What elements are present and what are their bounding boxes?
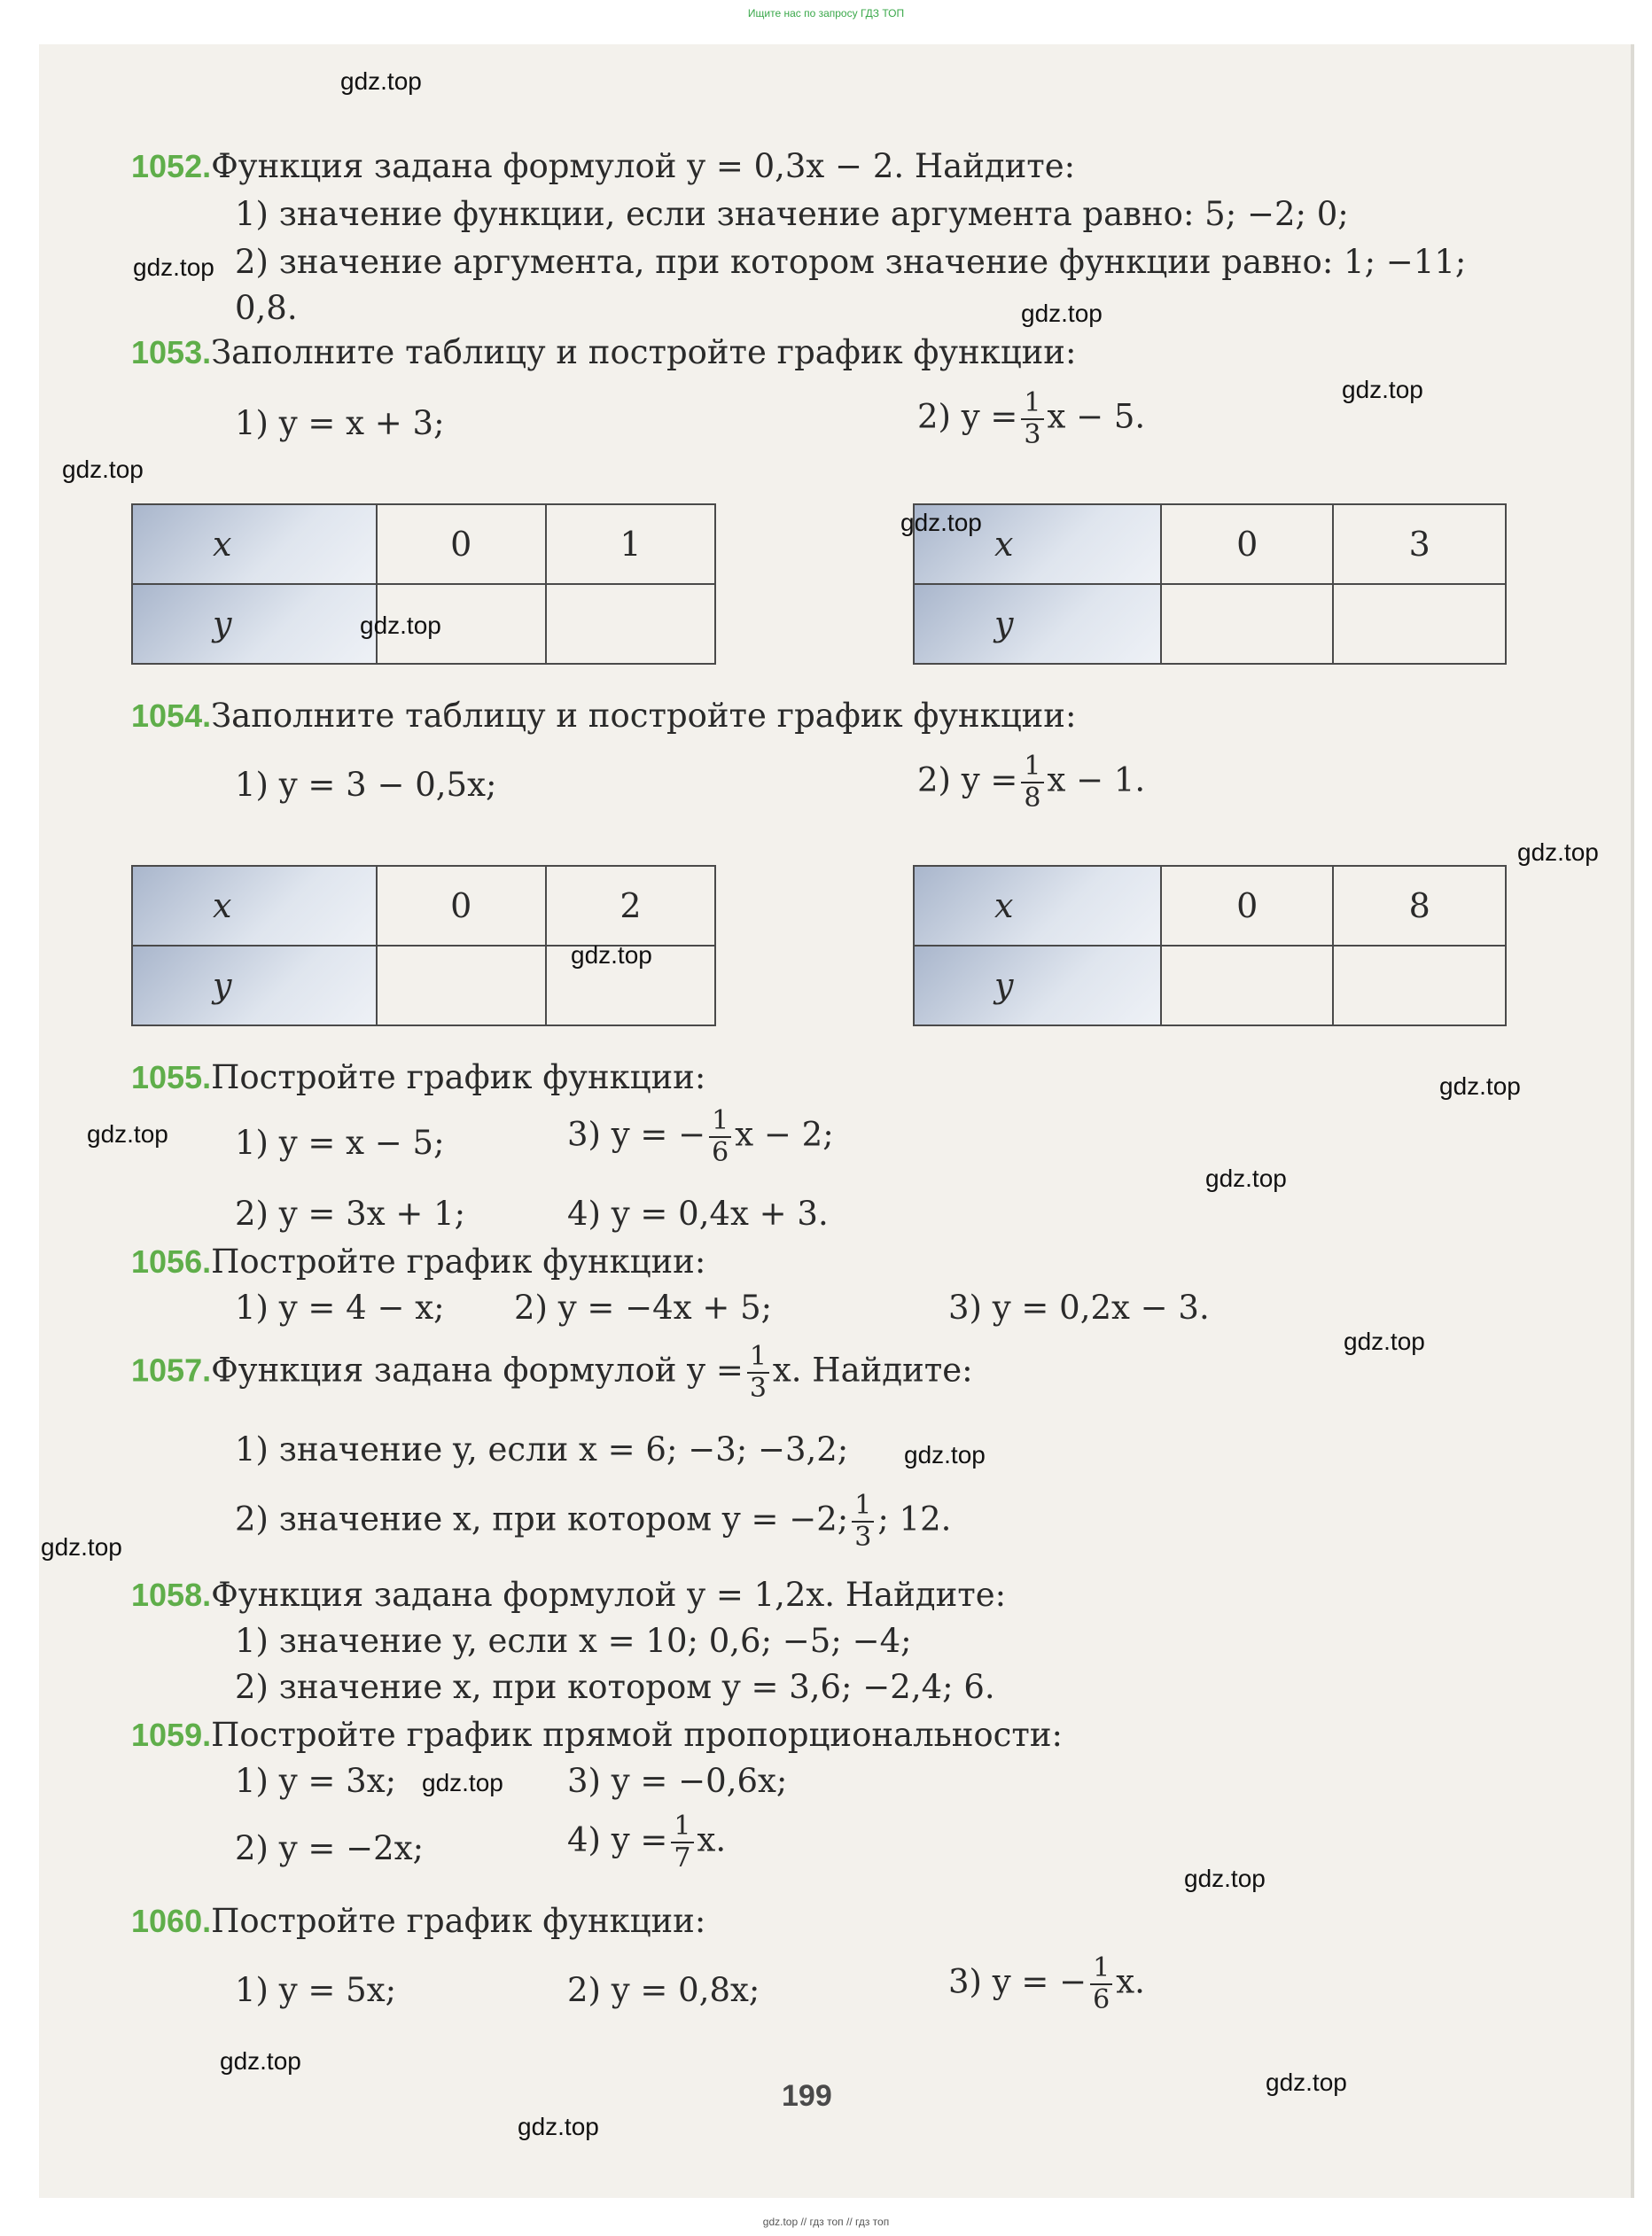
value-table-1053-1 bbox=[131, 503, 716, 665]
problem-1052-title: 1052.Функция задана формулой y = 0,3x − 2. Найдите: bbox=[131, 147, 1076, 185]
table-header-y: y bbox=[132, 946, 377, 1025]
problem-1059-item-3: 3) y = −0,6x; bbox=[567, 1762, 788, 1800]
problem-1060-item-1: 1) y = 5x; bbox=[235, 1971, 397, 2009]
problem-1055-item-4: 4) y = 0,4x + 3. bbox=[567, 1195, 829, 1233]
watermark: gdz.top bbox=[422, 1769, 503, 1796]
problem-number: 1060. bbox=[131, 1903, 212, 1939]
table-cell[interactable] bbox=[546, 584, 715, 664]
table-cell[interactable] bbox=[1161, 946, 1334, 1025]
table-cell[interactable] bbox=[1333, 584, 1506, 664]
problem-number: 1056. bbox=[131, 1243, 212, 1280]
problem-1053-formula-2: 2) y = $\frac{1}{3}$ x − 5. bbox=[917, 387, 1146, 450]
watermark: gdz.top bbox=[133, 253, 214, 281]
table-cell[interactable]: 8 bbox=[1333, 866, 1506, 946]
problem-1053-title: 1053.Заполните таблицу и постройте график функции: bbox=[131, 333, 1077, 371]
problem-1055-item-2: 2) y = 3x + 1; bbox=[235, 1195, 466, 1233]
fraction: $\frac{1}{3}$ bbox=[747, 1344, 769, 1402]
table-cell[interactable] bbox=[377, 946, 546, 1025]
problem-number: 1054. bbox=[131, 697, 212, 734]
problem-1053-formula-1: 1) y = x + 3; bbox=[235, 404, 445, 442]
watermark: gdz.top bbox=[900, 509, 982, 536]
header-banner[interactable]: Ищите нас по запросу ГДЗ ТОП bbox=[747, 7, 905, 19]
problem-1054-formula-2: 2) y = $\frac{1}{8}$ x − 1. bbox=[917, 751, 1146, 814]
watermark: gdz.top bbox=[62, 456, 144, 483]
problem-number: 1052. bbox=[131, 148, 212, 184]
table-header-y: y bbox=[132, 584, 377, 664]
watermark: gdz.top bbox=[1344, 1328, 1425, 1355]
problem-number: 1053. bbox=[131, 334, 212, 370]
fraction: $\frac{1}{8}$ bbox=[1021, 753, 1043, 812]
table-header-x: x bbox=[132, 866, 377, 946]
watermark: gdz.top bbox=[1205, 1165, 1287, 1192]
problem-number: 1059. bbox=[131, 1717, 212, 1753]
problem-1060-item-3: 3) y = − $\frac{1}{6}$ x. bbox=[948, 1952, 1145, 2015]
problem-1052-item-2: 2) значение аргумента, при котором значение функции равно: 1; −11; bbox=[235, 243, 1467, 281]
problem-1059-item-4: 4) y = $\frac{1}{7}$ x. bbox=[567, 1811, 727, 1874]
value-table-1053-2 bbox=[913, 503, 1507, 665]
problem-1058-title: 1058.Функция задана формулой y = 1,2x. Найдите: bbox=[131, 1576, 1007, 1614]
page-number: 199 bbox=[782, 2079, 832, 2113]
problem-1057-title: 1057.Функция задана формулой y = $\frac{1}{3}$ x. Найдите: bbox=[131, 1341, 973, 1404]
problem-1060-item-2: 2) y = 0,8x; bbox=[567, 1971, 760, 2009]
watermark: gdz.top bbox=[1517, 838, 1599, 866]
watermark: gdz.top bbox=[1439, 1072, 1521, 1100]
problem-1054-formula-1: 1) y = 3 − 0,5x; bbox=[235, 766, 497, 804]
watermark: gdz.top bbox=[340, 67, 422, 95]
fraction: $\frac{1}{7}$ bbox=[671, 1813, 693, 1872]
fraction: $\frac{1}{6}$ bbox=[709, 1108, 731, 1166]
watermark: gdz.top bbox=[571, 941, 652, 969]
page-edge bbox=[1631, 44, 1634, 2198]
table-cell[interactable]: 0 bbox=[377, 866, 546, 946]
watermark: gdz.top bbox=[1266, 2068, 1347, 2096]
watermark: gdz.top bbox=[360, 612, 441, 639]
problem-1054-title: 1054.Заполните таблицу и постройте график функции: bbox=[131, 697, 1077, 735]
problem-1057-item-1: 1) значение y, если x = 6; −3; −3,2; bbox=[235, 1430, 849, 1469]
fraction: $\frac{1}{3}$ bbox=[852, 1492, 874, 1551]
watermark: gdz.top bbox=[1184, 1865, 1266, 1892]
watermark: gdz.top bbox=[87, 1120, 168, 1148]
problem-1056-item-1: 1) y = 4 − x; bbox=[235, 1289, 445, 1327]
problem-number: 1055. bbox=[131, 1059, 212, 1095]
problem-1055-title: 1055.Постройте график функции: bbox=[131, 1058, 706, 1096]
table-cell[interactable]: 0 bbox=[1161, 866, 1334, 946]
problem-1059-item-2: 2) y = −2x; bbox=[235, 1829, 425, 1867]
table-header-y: y bbox=[914, 584, 1161, 664]
problem-1052-item-1: 1) значение функции, если значение аргумента равно: 5; −2; 0; bbox=[235, 195, 1349, 233]
table-cell[interactable]: 3 bbox=[1333, 504, 1506, 584]
problem-1056-item-2: 2) y = −4x + 5; bbox=[514, 1289, 773, 1327]
table-header-x: x bbox=[914, 504, 1161, 584]
table-header-x: x bbox=[132, 504, 377, 584]
table-header-x: x bbox=[914, 866, 1161, 946]
problem-1056-title: 1056.Постройте график функции: bbox=[131, 1243, 706, 1281]
table-cell[interactable]: 1 bbox=[546, 504, 715, 584]
watermark: gdz.top bbox=[904, 1441, 986, 1469]
table-cell[interactable]: 0 bbox=[1161, 504, 1334, 584]
table-header-y: y bbox=[914, 946, 1161, 1025]
problem-1057-item-2: 2) значение x, при котором y = −2; $\frac{1}{3}$ ; 12. bbox=[235, 1490, 952, 1553]
table-cell[interactable] bbox=[1333, 946, 1506, 1025]
problem-1059-title: 1059.Постройте график прямой пропорциональности: bbox=[131, 1716, 1063, 1754]
watermark: gdz.top bbox=[220, 2047, 301, 2075]
watermark: gdz.top bbox=[518, 2113, 599, 2140]
fraction: $\frac{1}{3}$ bbox=[1021, 390, 1043, 448]
problem-number: 1057. bbox=[131, 1352, 212, 1389]
problem-1058-item-2: 2) значение x, при котором y = 3,6; −2,4; 6. bbox=[235, 1668, 995, 1706]
watermark: gdz.top bbox=[41, 1533, 122, 1561]
problem-1056-item-3: 3) y = 0,2x − 3. bbox=[948, 1289, 1210, 1327]
problem-1059-item-1: 1) y = 3x; bbox=[235, 1762, 397, 1800]
table-cell[interactable]: 2 bbox=[546, 866, 715, 946]
footer-banner[interactable]: gdz.top // гдз топ // гдз топ bbox=[762, 2216, 890, 2228]
problem-number: 1058. bbox=[131, 1577, 212, 1613]
table-cell[interactable]: 0 bbox=[377, 504, 546, 584]
value-table-1054-2 bbox=[913, 865, 1507, 1026]
watermark: gdz.top bbox=[1342, 376, 1423, 403]
watermark: gdz.top bbox=[1021, 300, 1103, 327]
fraction: $\frac{1}{6}$ bbox=[1090, 1955, 1112, 2014]
problem-1055-item-3: 3) y = − $\frac{1}{6}$ x − 2; bbox=[567, 1105, 834, 1168]
table-cell[interactable] bbox=[1161, 584, 1334, 664]
problem-1058-item-1: 1) значение y, если x = 10; 0,6; −5; −4; bbox=[235, 1622, 912, 1660]
problem-1060-title: 1060.Постройте график функции: bbox=[131, 1902, 706, 1940]
problem-1052-item-2-cont: 0,8. bbox=[235, 289, 298, 327]
problem-1055-item-1: 1) y = x − 5; bbox=[235, 1124, 445, 1162]
